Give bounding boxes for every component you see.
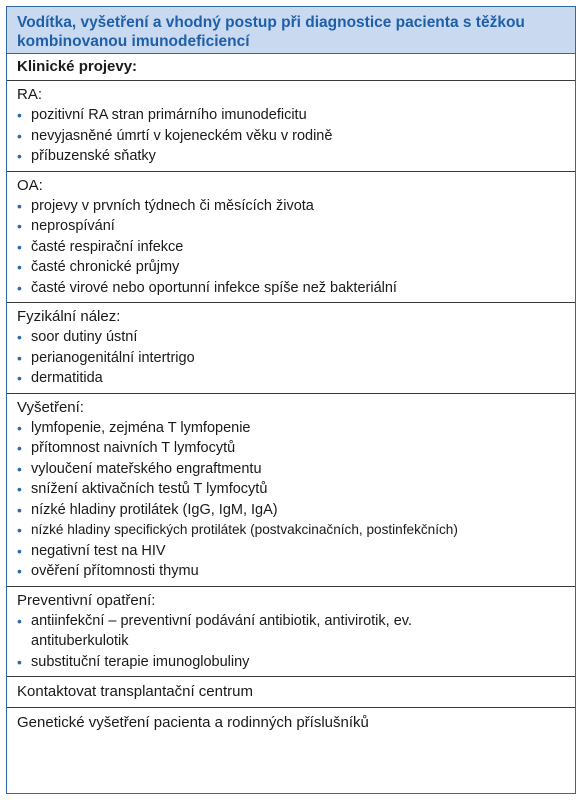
item-list [17,418,565,582]
list-item [17,459,565,480]
bullet-icon: • [17,522,22,538]
bullet-icon: • [17,148,22,164]
section-prevention [7,587,575,678]
bullet-icon: • [17,197,22,214]
item-text: ověření přítomnosti thymu [31,563,199,579]
item-text: neprospívání [31,218,115,234]
bullet-icon: • [17,218,22,234]
section-oa [7,172,575,304]
bullet-icon: • [17,460,22,477]
bullet-icon: • [17,440,22,456]
item-text: dermatitida [31,370,103,386]
item-text: perianogenitální intertrigo [31,349,195,366]
section-title: RA: [17,86,43,103]
contact-transplant-text: Kontaktovat transplantační centrum [17,683,253,700]
item-text: substituční terapie imunoglobuliny [31,653,250,670]
section-title: Vyšetření: [17,398,84,416]
item-text: projevy v prvních týdnech či měsících života [31,197,314,214]
item-text: časté chronické průjmy [31,259,180,275]
section-title: OA: [17,176,43,194]
section-examination [7,394,575,587]
section-genetic [7,708,575,738]
guideline-table [6,6,576,794]
bullet-icon: • [17,349,22,366]
item-list [17,611,565,673]
item-text: vyloučení mateřského engraftmentu [31,460,262,477]
list-item [17,146,565,167]
section-heading: Klinické projevy: [17,58,138,75]
item-text: soor dutiny ústní [31,329,138,345]
item-text: negativní test na HIV [31,542,166,559]
genetic-exam-text: Genetické vyšetření pacienta a rodinných příslušníků [17,714,369,731]
item-text: přítomnost naivních T lymfocytů [31,440,236,456]
bullet-icon: • [17,259,22,275]
item-text: pozitivní RA stran primárního imunodeficitu [31,107,307,123]
item-text: lymfopenie, zejména T lymfopenie [31,419,251,436]
list-item [17,196,565,217]
section-contact [7,677,575,708]
heading-row [7,54,575,81]
bullet-icon: • [17,653,22,670]
item-text: nízké hladiny protilátek (IgG, IgM, IgA) [31,501,278,518]
list-item [17,257,565,278]
list-item [17,438,565,459]
list-item [17,611,565,652]
item-list [17,196,565,299]
section-title: Fyzikální nález: [17,308,121,325]
section-physical-findings [7,303,575,394]
item-text: antiinfekční – preventivní podávání antibiotik, antivirotik, ev. antituberkulotik [31,612,412,649]
list-item [17,327,565,348]
item-text: časté virové nebo oportunní infekce spíše než bakteriální [31,279,397,296]
list-item [17,561,565,582]
section-ra [7,81,575,172]
item-text: nízké hladiny specifických protilátek (postvakcinačních, postinfekčních) [31,522,458,537]
item-text: časté respirační infekce [31,238,184,255]
bullet-icon: • [17,107,22,123]
item-text: snížení aktivačních testů T lymfocytů [31,481,268,497]
list-item [17,278,565,299]
item-text: nevyjasněné úmrtí v kojeneckém věku v rodině [31,127,333,144]
bullet-icon: • [17,238,22,255]
list-item [17,500,565,521]
item-list [17,327,565,389]
list-item [17,237,565,258]
bullet-icon: • [17,329,22,345]
bullet-icon: • [17,127,22,144]
bullet-icon: • [17,501,22,518]
bullet-icon: • [17,481,22,497]
bullet-icon: • [17,563,22,579]
bullet-icon: • [17,542,22,559]
list-item [17,105,565,126]
bullet-icon: • [17,419,22,436]
list-item [17,368,565,389]
item-text: příbuzenské sňatky [31,148,156,164]
bullet-icon: • [17,279,22,296]
list-item [17,216,565,237]
item-list [17,105,565,167]
list-item [17,348,565,369]
list-item [17,418,565,439]
bullet-icon: • [17,612,22,629]
list-item [17,652,565,673]
list-item [17,541,565,562]
table-title: Vodítka, vyšetření a vhodný postup při diagnostice pacienta s těžkou kombinovanou imunodeficiencí [7,7,575,54]
bullet-icon: • [17,370,22,386]
list-item [17,520,565,541]
list-item [17,479,565,500]
list-item [17,126,565,147]
section-title: Preventivní opatření: [17,591,156,609]
